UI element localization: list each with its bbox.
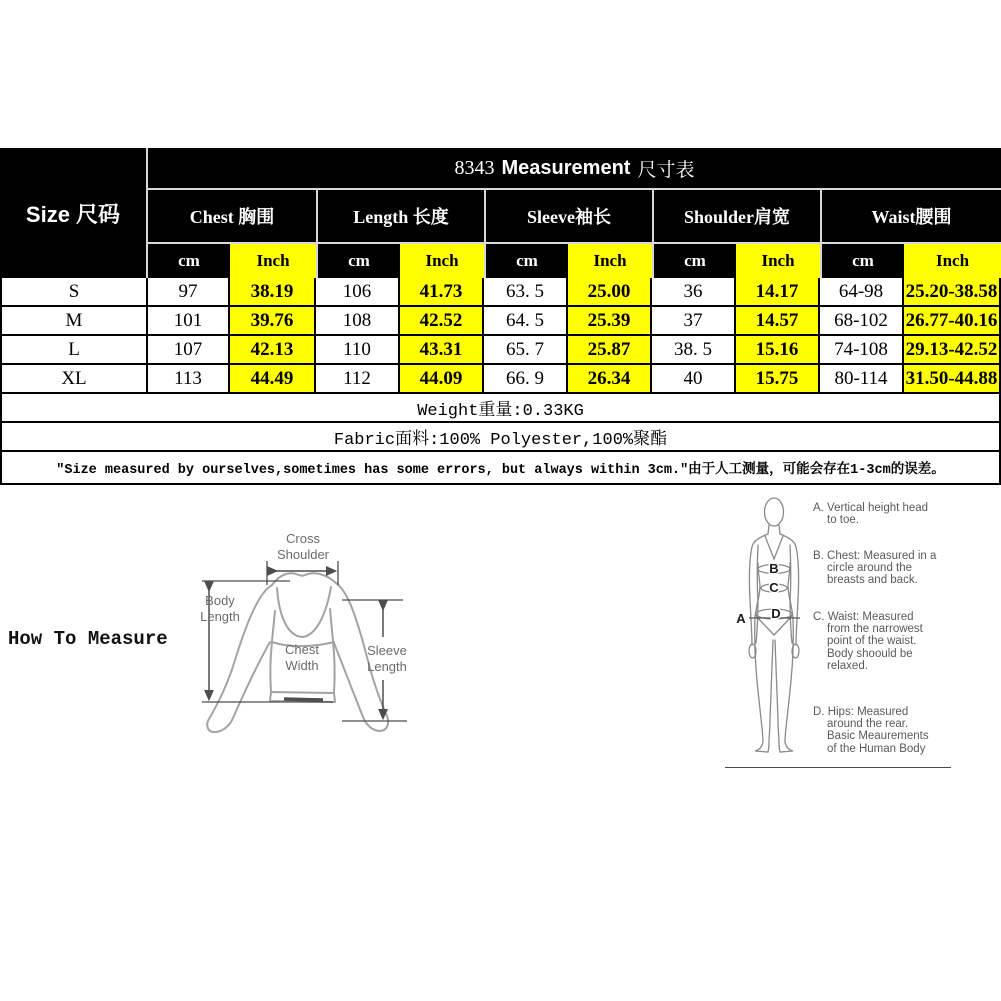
waist-cm-value: 68-102 xyxy=(820,307,904,334)
shoulder-cm-header: cm xyxy=(652,244,736,278)
shoulder-cm-value: 36 xyxy=(652,278,736,305)
measure-note-a xyxy=(813,502,973,526)
note-line: D. Hips: Measured xyxy=(813,706,909,718)
style-code: 8343 xyxy=(454,156,495,179)
note-line: relaxed. xyxy=(827,659,868,672)
length-cm-value: 108 xyxy=(316,307,400,334)
note-line: from the narrowest xyxy=(827,623,923,636)
measurement-table xyxy=(0,148,1001,485)
shoulder-cm-value: 40 xyxy=(652,365,736,392)
waist-cm-value: 74-108 xyxy=(820,336,904,363)
table-title xyxy=(148,148,1001,188)
length-cm-value: 110 xyxy=(316,336,400,363)
column-header-chest: Chest 胸围 xyxy=(189,207,275,227)
note-line: of the Human Body xyxy=(827,742,926,755)
size-label: XL xyxy=(0,365,148,392)
measure-note-d xyxy=(813,706,973,755)
note-line: point of the waist. xyxy=(827,635,917,648)
title-measurement: Measurement xyxy=(501,156,631,179)
column-header-sleeve: Sleeve袖长 xyxy=(484,190,652,242)
marker-a: A xyxy=(736,611,746,626)
unit-headers-row xyxy=(148,242,1001,278)
chest-width-label-2: Width xyxy=(285,658,319,673)
fabric-row: Fabric面料:100% Polyester,100%聚酯 xyxy=(0,423,1001,452)
waist-inch-header: Inch xyxy=(904,244,1001,278)
sleeve-inch-value: 25.87 xyxy=(568,336,652,363)
sleeve-inch-value: 25.39 xyxy=(568,307,652,334)
length-inch-value: 42.52 xyxy=(400,307,484,334)
body-length-label: Body xyxy=(205,593,235,608)
shoulder-inch-header: Inch xyxy=(736,244,820,278)
title-chinese: 尺寸表 xyxy=(637,158,695,181)
disclaimer-row: ″Size measured by ourselves,sometimes has some errors, but always within 3cm.″由于人工测量，可能会存在1-3cm的误差。 xyxy=(0,452,1001,485)
note-line: to toe. xyxy=(827,514,859,527)
waist-inch-value: 25.20-38.58 xyxy=(904,278,1001,305)
column-header-shoulder: Shoulder肩宽 xyxy=(652,190,820,242)
chest-cm-value: 97 xyxy=(148,278,230,305)
measure-note-b xyxy=(813,550,973,587)
chest-width-label: Chest xyxy=(285,642,319,657)
length-inch-value: 41.73 xyxy=(400,278,484,305)
note-line: Basic Meaurements xyxy=(827,730,929,743)
chest-inch-value: 38.19 xyxy=(230,278,316,305)
chest-inch-value: 44.49 xyxy=(230,365,316,392)
sleeve-cm-value: 66. 9 xyxy=(484,365,568,392)
marker-b: B xyxy=(769,561,779,576)
shoulder-inch-value: 15.75 xyxy=(736,365,820,392)
shoulder-inch-value: 14.17 xyxy=(736,278,820,305)
waist-cm-header: cm xyxy=(820,244,904,278)
size-label: L xyxy=(0,336,148,363)
chest-cm-value: 113 xyxy=(148,365,230,392)
table-header xyxy=(0,148,1001,278)
body-outline xyxy=(749,498,799,752)
shoulder-inch-value: 14.57 xyxy=(736,307,820,334)
note-line: around the rear. xyxy=(827,718,909,731)
sleeve-cm-value: 64. 5 xyxy=(484,307,568,334)
sleeve-inch-header: Inch xyxy=(568,244,652,278)
how-to-measure-heading: How To Measure xyxy=(8,628,168,650)
column-headers-row xyxy=(148,188,1001,242)
marker-d: D xyxy=(771,606,781,621)
size-row-XL xyxy=(0,365,1001,394)
chest-cm-value: 101 xyxy=(148,307,230,334)
length-cm-header: cm xyxy=(316,244,400,278)
chest-inch-value: 42.13 xyxy=(230,336,316,363)
cross-shoulder-label: Cross xyxy=(286,531,320,546)
waist-inch-value: 26.77-40.16 xyxy=(904,307,1001,334)
size-row-S xyxy=(0,278,1001,307)
column-header-length: Length 长度 xyxy=(316,190,484,242)
sleeve-cm-value: 65. 7 xyxy=(484,336,568,363)
note-line: A. Vertical height head xyxy=(813,502,929,514)
size-label: S xyxy=(0,278,148,305)
note-line: C. Waist: Measured xyxy=(813,611,914,623)
sleeve-inch-value: 26.34 xyxy=(568,365,652,392)
length-inch-header: Inch xyxy=(400,244,484,278)
size-label: M xyxy=(0,307,148,334)
cross-shoulder-label-2: Shoulder xyxy=(276,547,330,562)
size-row-L xyxy=(0,336,1001,365)
body-length-label-2: Length xyxy=(200,609,240,624)
garment-diagram xyxy=(150,495,500,785)
sleeve-length-label: Sleeve xyxy=(367,643,407,658)
note-line: circle around the xyxy=(827,562,913,575)
shoulder-cm-value: 37 xyxy=(652,307,736,334)
chest-cm-value: 107 xyxy=(148,336,230,363)
note-line: Body shoould be xyxy=(827,647,913,660)
marker-c: C xyxy=(769,580,779,595)
measure-arrows xyxy=(202,561,407,721)
chest-inch-header: Inch xyxy=(230,244,316,278)
notes-underline xyxy=(725,767,951,768)
size-row-M xyxy=(0,307,1001,336)
hem-accent xyxy=(284,699,323,700)
shoulder-cm-value: 38. 5 xyxy=(652,336,736,363)
body-figure-diagram xyxy=(725,485,810,775)
shoulder-inch-value: 15.16 xyxy=(736,336,820,363)
length-inch-value: 44.09 xyxy=(400,365,484,392)
sleeve-cm-value: 63. 5 xyxy=(484,278,568,305)
size-column-header: Size 尺码 xyxy=(0,148,148,278)
waist-cm-value: 64-98 xyxy=(820,278,904,305)
note-line: B. Chest: Measured in a xyxy=(813,550,937,562)
column-header-waist: Waist腰围 xyxy=(820,190,1001,242)
chest-cm-header: cm xyxy=(178,251,200,270)
waist-cm-value: 80-114 xyxy=(820,365,904,392)
waist-inch-value: 31.50-44.88 xyxy=(904,365,1001,392)
length-inch-value: 43.31 xyxy=(400,336,484,363)
measure-note-c xyxy=(813,611,973,672)
sleeve-inch-value: 25.00 xyxy=(568,278,652,305)
weight-row: Weight重量:0.33KG xyxy=(0,394,1001,423)
note-line: breasts and back. xyxy=(827,574,918,587)
length-cm-value: 106 xyxy=(316,278,400,305)
table-body xyxy=(0,278,1001,394)
sleeve-length-label-2: Length xyxy=(367,659,407,674)
chest-inch-value: 39.76 xyxy=(230,307,316,334)
sleeve-cm-header: cm xyxy=(484,244,568,278)
waist-inch-value: 29.13-42.52 xyxy=(904,336,1001,363)
length-cm-value: 112 xyxy=(316,365,400,392)
